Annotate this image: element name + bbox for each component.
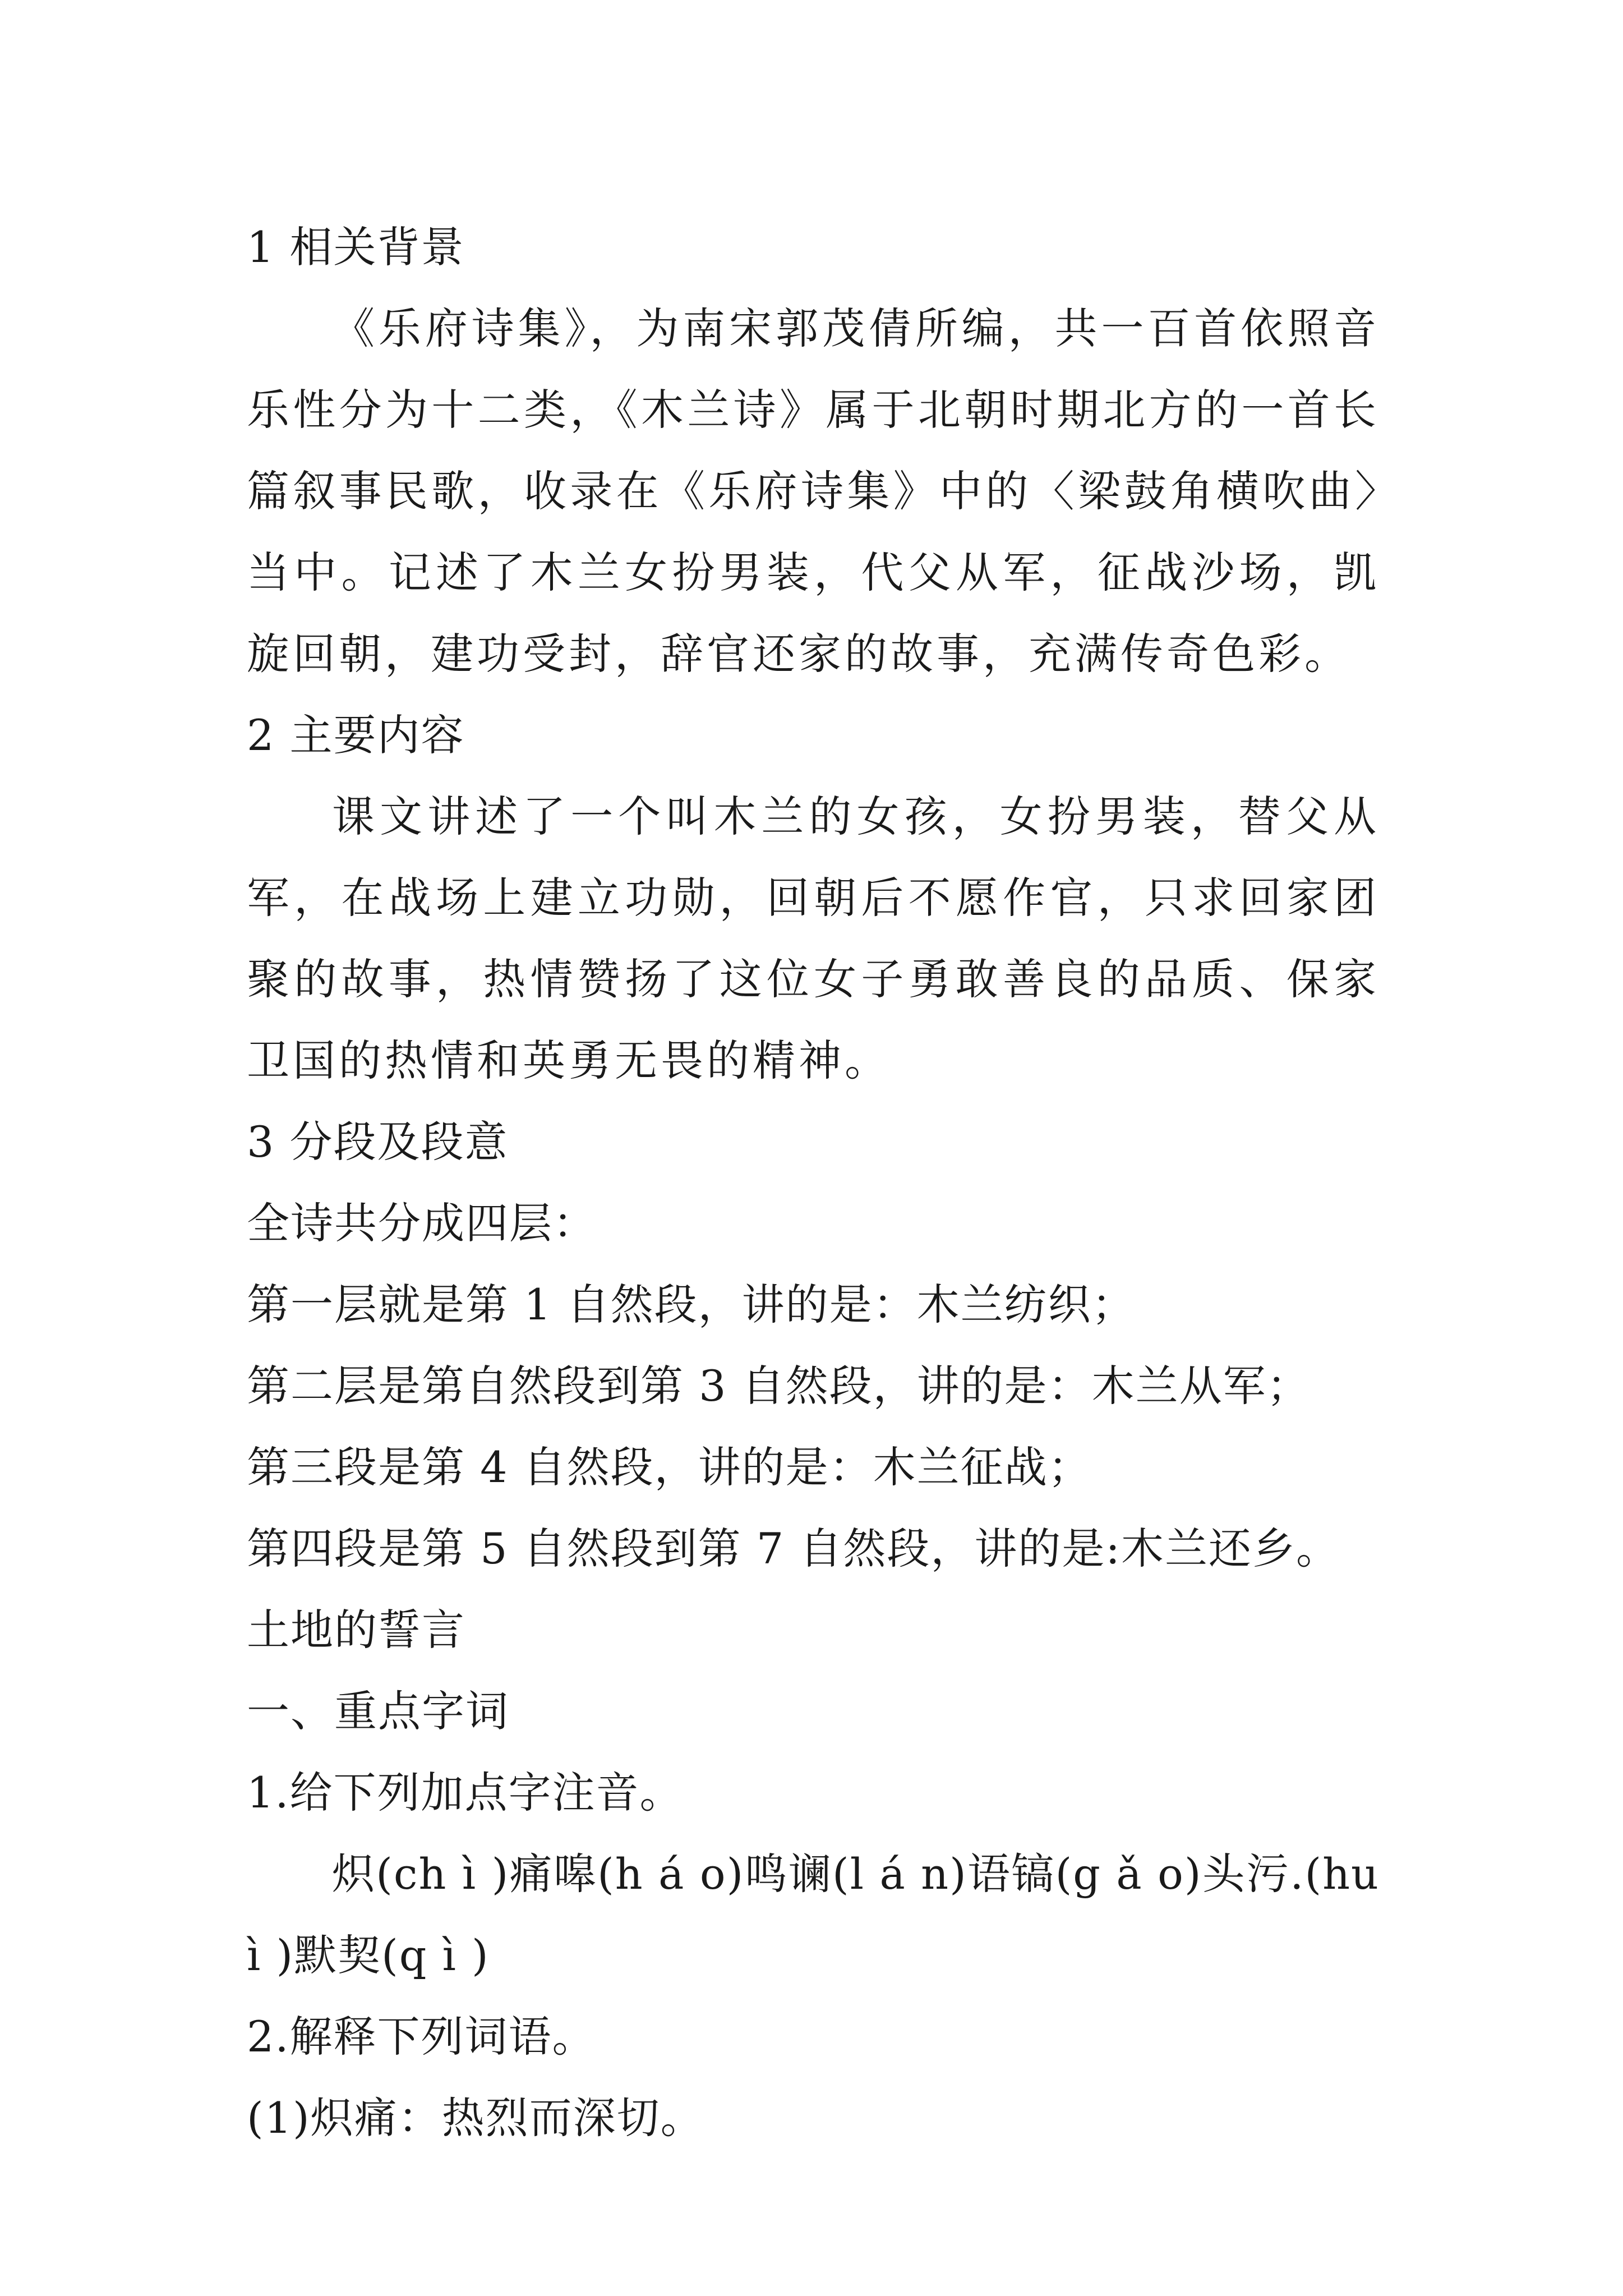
structure-intro: 全诗共分成四层： [247,1198,597,1248]
structure-item-1: 第一层就是第 1 自然段，讲的是：木兰纺织； [247,1280,1136,1329]
question-2-item-1: (1)炽痛：热烈而深切。 [247,2093,704,2143]
structure-item-3: 第三段是第 4 自然段，讲的是：木兰征战； [247,1442,1092,1492]
section-heading-content: 2 主要内容 [247,710,465,760]
paragraph-content: 课文讲述了一个叫木兰的女孩，女扮男装，替父从军，在战场上建立功勋，回朝后不愿作官，只求回家团聚的故事，热情赞扬了这位女子勇敢善良的品质、保家卫国的热情和英勇无畏的精神。 [247,792,1380,1085]
lesson-title: 土地的誓言 [247,1605,465,1655]
structure-item-2: 第二层是第自然段到第 3 自然段，讲的是：木兰从军； [247,1361,1311,1411]
section-heading-background: 1 相关背景 [247,222,465,272]
question-2-heading: 2.解释下列词语。 [247,2012,596,2062]
part-heading: 一、重点字词 [247,1686,509,1736]
section-heading-structure: 3 分段及段意 [247,1117,509,1167]
paragraph-background: 《乐府诗集》，为南宋郭茂倩所编，共一百首依照音乐性分为十二类，《木兰诗》属于北朝时期北方的一首长篇叙事民歌，收录在《乐府诗集》中的〈梁鼓角横吹曲〉当中。记述了木兰女扮男装，代父从军，征战沙场，凯旋回朝，建功受封，辞官还家的故事，充满传奇色彩。 [247,303,1380,679]
structure-item-4: 第四段是第 5 自然段到第 7 自然段，讲的是:木兰还乡。 [247,1524,1340,1573]
question-1-heading: 1.给下列加点字注音。 [247,1768,684,1818]
question-1-pinyin: 炽(ch ì )痛嗥(h á o)鸣谰(l á n)语镐(g ǎ o)头污.(hu ì )默契(q ì ) [247,1849,1380,1980]
document-body [247,206,1380,2159]
